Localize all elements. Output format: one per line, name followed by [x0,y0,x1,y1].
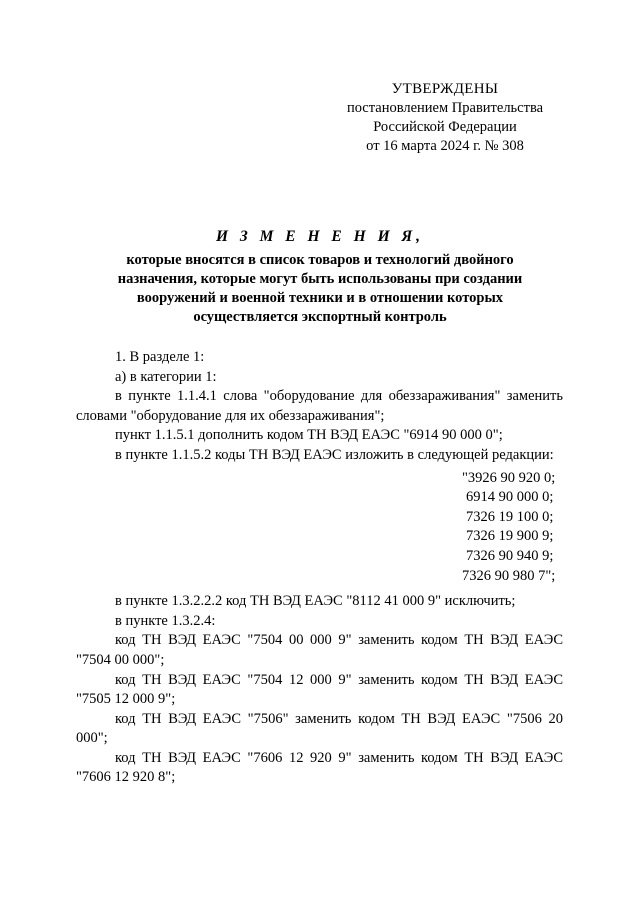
approval-government-line: Российской Федерации [373,119,517,135]
approval-decree-line: постановлением Правительства [346,100,544,116]
paragraph-code-7506: код ТН ВЭД ЕАЭС "7506" заменить кодом ТН ВЭД ЕАЭС "7506 20 000"; [76,710,563,747]
approval-block [330,80,560,156]
code-item: 7326 90 980 7"; [462,567,556,584]
code-item: 7326 90 940 9; [466,547,554,564]
document-title: И З М Е Н Е Н И Я, [215,228,425,245]
code-list [76,469,563,587]
subtitle-line-2: назначения, которые могут быть использованы при создании [117,271,523,287]
approval-date-line: от 16 марта 2024 г. № 308 [366,138,524,154]
paragraph-1-1-4-1: в пункте 1.1.4.1 слова "оборудование для обеззараживания" заменить словами "оборудование для их обеззараживания"; [76,388,563,424]
paragraph-code-7504-12: код ТН ВЭД ЕАЭС "7504 12 000 9" заменить кодом ТН ВЭД ЕАЭС "7505 12 000 9"; [76,671,563,708]
paragraph-category-1: а) в категории 1: [115,368,217,385]
code-item: 6914 90 000 0; [466,489,554,506]
code-item: "3926 90 920 0; [462,469,556,486]
approval-heading: УТВЕРЖДЕНЫ [391,81,499,97]
paragraph-1-3-2-4: в пункте 1.3.2.4: [115,612,216,629]
paragraph-section-1: 1. В разделе 1: [115,349,205,365]
subtitle-line-4: осуществляется экспортный контроль [193,309,447,325]
code-item: 7326 19 100 0; [466,508,554,525]
paragraph-1-3-2-2-2: в пункте 1.3.2.2.2 код ТН ВЭД ЕАЭС "8112 41 000 9" исключить; [115,593,516,610]
subtitle-line-3: вооружений и военной техники и в отношении которых [136,290,504,306]
paragraph-code-7606: код ТН ВЭД ЕАЭС "7606 12 920 9" заменить кодом ТН ВЭД ЕАЭС "7606 12 920 8"; [76,749,563,786]
paragraph-1-1-5-2: в пункте 1.1.5.2 коды ТН ВЭД ЕАЭС изложить в следующей редакции: [115,446,554,463]
document-body [76,348,563,788]
paragraph-1-1-5-1: пункт 1.1.5.1 дополнить кодом ТН ВЭД ЕАЭС "6914 90 000 0"; [115,427,503,444]
document-subtitle [80,251,560,327]
code-item: 7326 19 900 9; [466,528,554,545]
subtitle-line-1: которые вносятся в список товаров и технологий двойного [126,252,514,268]
paragraph-code-7504-00: код ТН ВЭД ЕАЭС "7504 00 000 9" заменить кодом ТН ВЭД ЕАЭС "7504 00 000"; [76,632,563,668]
